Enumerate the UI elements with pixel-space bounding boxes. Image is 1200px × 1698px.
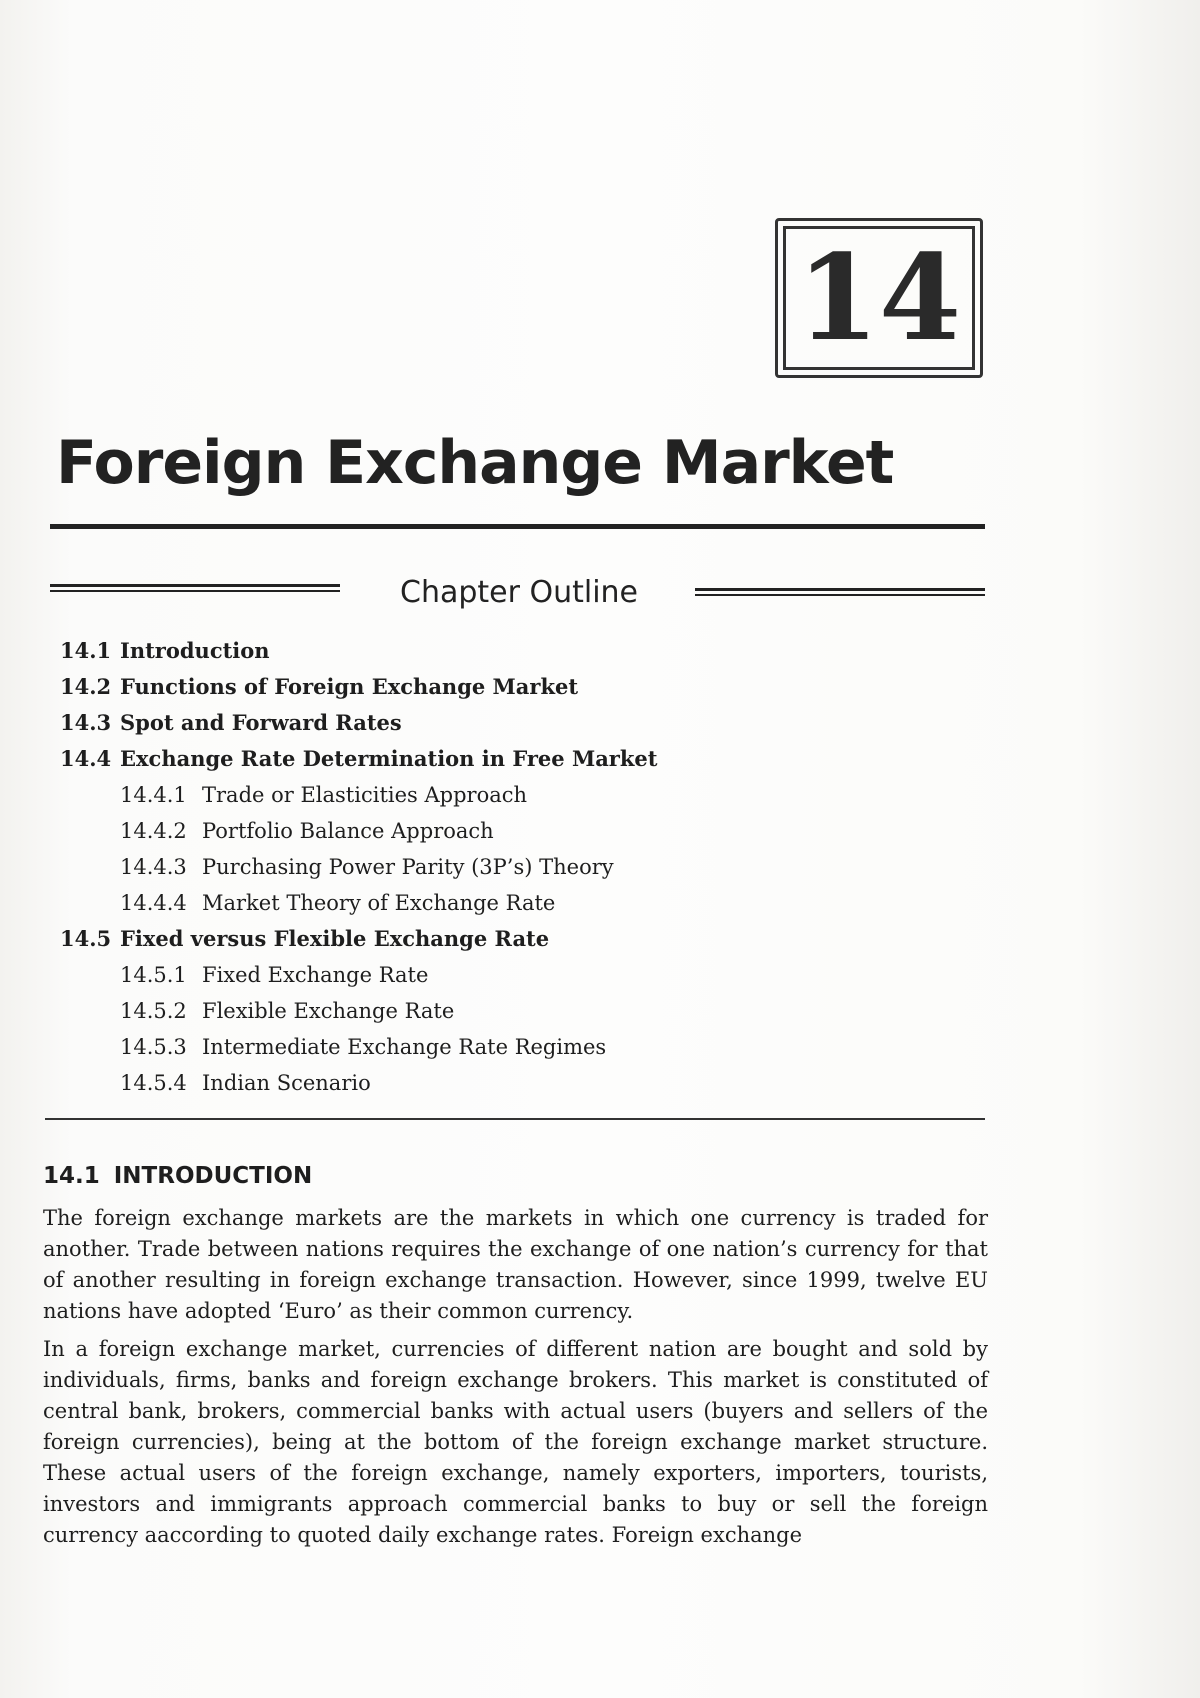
outline-item-label: Fixed Exchange Rate [202, 963, 429, 987]
chapter-number-frame [783, 226, 975, 370]
outline-bottom-divider [45, 1118, 985, 1120]
chapter-outline-heading: Chapter Outline [400, 575, 639, 610]
outline-item-number: 14.4.3 [120, 855, 187, 879]
chapter-number-box [775, 218, 983, 378]
section-heading [43, 1163, 312, 1189]
outline-item-label: Spot and Forward Rates [120, 710, 402, 735]
outline-item-label: Functions of Foreign Exchange Market [120, 674, 579, 699]
outline-item-number: 14.3 [60, 710, 112, 735]
chapter-number: 14 [796, 228, 962, 367]
outline-item [60, 849, 657, 885]
outline-item-number: 14.4.1 [120, 783, 187, 807]
outline-item [60, 633, 657, 669]
body-paragraph: The foreign exchange markets are the markets in which one currency is traded for another. Trade between nations requires the exchange of one nation’s currency for that of another resulting in foreign exchange transaction. However, since 1999, twelve EU nations have adopted ‘Euro’ as their common currency. [43, 1206, 988, 1323]
outline-item-label: Market Theory of Exchange Rate [202, 891, 556, 915]
outline-item [60, 885, 657, 921]
outline-item-number: 14.5.2 [120, 999, 187, 1023]
section-title: INTRODUCTION [113, 1163, 313, 1189]
outline-item [60, 705, 657, 741]
section-number: 14.1 [43, 1163, 100, 1189]
outline-rule-right [695, 588, 985, 596]
outline-item-label: Flexible Exchange Rate [202, 999, 455, 1023]
outline-item-label: Exchange Rate Determination in Free Market [120, 746, 658, 771]
outline-item-label: Fixed versus Flexible Exchange Rate [120, 926, 550, 951]
outline-item [60, 669, 657, 705]
outline-item [60, 741, 657, 777]
outline-item-label: Indian Scenario [202, 1071, 371, 1095]
outline-item [60, 921, 657, 957]
outline-item [60, 1065, 657, 1101]
outline-item-number: 14.4.2 [120, 819, 187, 843]
outline-item-label: Intermediate Exchange Rate Regimes [202, 1035, 607, 1059]
outline-rule-left [50, 584, 340, 592]
outline-item-number: 14.2 [60, 674, 112, 699]
chapter-title: Foreign Exchange Market [56, 428, 894, 498]
outline-item-number: 14.4 [60, 746, 112, 771]
outline-item-label: Trade or Elasticities Approach [202, 783, 528, 807]
outline-item-number: 14.5.3 [120, 1035, 187, 1059]
outline-item-label: Portfolio Balance Approach [202, 819, 494, 843]
outline-item [60, 957, 657, 993]
outline-item [60, 813, 657, 849]
outline-item-label: Introduction [120, 638, 270, 663]
outline-item-number: 14.4.4 [120, 891, 187, 915]
body-paragraph: In a foreign exchange market, currencies of different nation are bought and sold by individuals, firms, banks and foreign exchange brokers. This market is constituted of central bank, brokers, commercial banks with actual users (buyers and sellers of the foreign currencies), being at the bottom of the foreign exchange market structure. These actual users of the foreign exchange, namely exporters, importers, tourists, investors and immigrants approach commercial banks to buy or sell the foreign currency aaccording to quoted daily exchange rates. Foreign exchange [43, 1337, 988, 1547]
outline-item-number: 14.5.1 [120, 963, 187, 987]
outline-item-number: 14.5.4 [120, 1071, 187, 1095]
outline-item [60, 993, 657, 1029]
outline-item-number: 14.1 [60, 638, 112, 663]
outline-item [60, 777, 657, 813]
chapter-outline-list [60, 633, 657, 1101]
title-divider [50, 524, 985, 529]
outline-item-number: 14.5 [60, 926, 112, 951]
outline-item-label: Purchasing Power Parity (3P’s) Theory [202, 855, 614, 879]
outline-item [60, 1029, 657, 1065]
